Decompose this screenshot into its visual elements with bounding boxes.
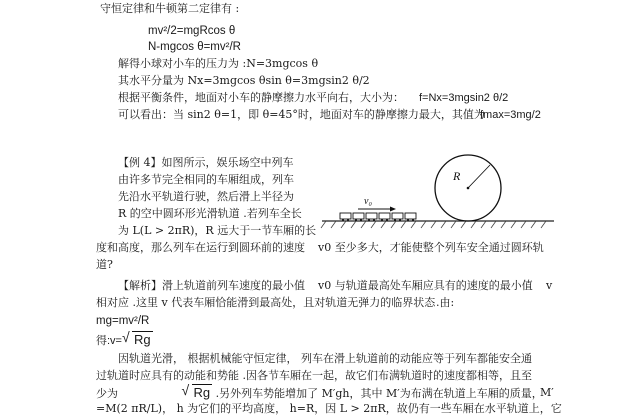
text-line: 可以看出：当 sin2 θ=1，即 θ=45°时，地面对车的静摩擦力最大，其值为 — [118, 108, 485, 121]
text-line: 为 L(L > 2πR)，R 远大于一节车厢的长 — [118, 224, 317, 237]
text-line: 由许多节完全相同的车厢组成，列车 — [118, 173, 294, 186]
text-line: 度和高度，那么列车在运行到圆环前的速度 — [96, 241, 305, 254]
train — [340, 213, 416, 219]
text-line: 因轨道光滑， 根据机械能守恒定律， 列车在滑上轨道前的动能应等于列车都能安全通 — [118, 352, 532, 365]
train-car — [366, 213, 377, 219]
text-line: 相对应 .这里 v 代表车厢恰能滑到最高处，且对轨道无弹力的临界状态 — [96, 296, 436, 309]
loop-track-figure — [318, 150, 558, 232]
text-line: 道? — [96, 258, 113, 271]
velocity-arrowhead — [390, 207, 396, 212]
train-car — [392, 213, 403, 219]
text-line — [96, 382, 543, 401]
text-line: =M(2 πR/L)， h 为它们的平均高度， h=R，因 L > 2πR，故仍有一些车厢在水平轨道上，它 — [96, 402, 562, 415]
text-line: 解得小球对小车的压力为 :N=3mgcos θ — [118, 57, 319, 70]
equation-fmax: fmax=3mg/2 — [480, 109, 541, 121]
train-car — [379, 213, 390, 219]
train-car — [405, 213, 416, 219]
ground-hatching — [321, 221, 546, 228]
solution-line: 【解析】滑上轨道前列车速度的最小值 — [118, 279, 305, 292]
text-line: .由: — [436, 296, 455, 309]
radius-label: R — [453, 169, 461, 183]
sqrt-rg: √ Rg — [121, 329, 151, 347]
radius-line — [468, 165, 490, 188]
text-line: M′ — [540, 386, 554, 399]
text-line: 守恒定律和牛顿第二定律有 : — [100, 2, 240, 15]
text-line: v0 至少多大，才能使整个列车安全通过圆环轨 — [318, 241, 544, 254]
equation-friction: f=Nx=3mgsin2 θ/2 — [419, 92, 509, 104]
train-car — [353, 213, 364, 219]
text-span: .另外列车势能增加了 M′gh，其中 M′为布满在轨道上车厢的质量， — [215, 387, 543, 400]
sqrt-radicand: Rg — [133, 332, 151, 347]
example-heading — [118, 156, 294, 170]
text-line: v0 与轨道最高处车厢应具有的速度的最小值 — [318, 279, 533, 292]
text-line: v — [546, 279, 553, 292]
equation-critical: mg=mv²/R — [96, 315, 150, 327]
text-line: R 的空中圆环形光滑轨道 .若列车全长 — [118, 207, 302, 220]
center-dot — [467, 187, 470, 190]
example-title: 【例 4】如图所示，娱乐场空中列车 — [118, 156, 294, 169]
text-line: 根据平衡条件，地面对小车的静摩擦力水平向右，大小为： — [118, 91, 404, 104]
velocity-label: v₀ — [364, 196, 372, 207]
equation-force: N-mgcos θ=mv²/R — [148, 41, 241, 53]
equation-energy: mv²/2=mgRcos θ — [148, 25, 236, 37]
text-line: 先沿水平轨道行驶，然后滑上半径为 — [118, 190, 294, 203]
text-line: 其水平分量为 Nx=3mgcos θsin θ=3mgsin2 θ/2 — [118, 74, 370, 87]
text-span: 少为 — [96, 387, 118, 400]
sqrt-rg-inline: √ Rg — [181, 382, 211, 400]
train-car — [340, 213, 351, 219]
equation-velocity — [96, 329, 153, 348]
text-line: 过轨道时应具有的动能和势能 .因各节车厢在一起，故它们布满轨道时的速度都相等，且至 — [96, 369, 532, 382]
sqrt-radicand: Rg — [193, 385, 211, 400]
velocity-prefix: 得:v= — [96, 335, 122, 347]
